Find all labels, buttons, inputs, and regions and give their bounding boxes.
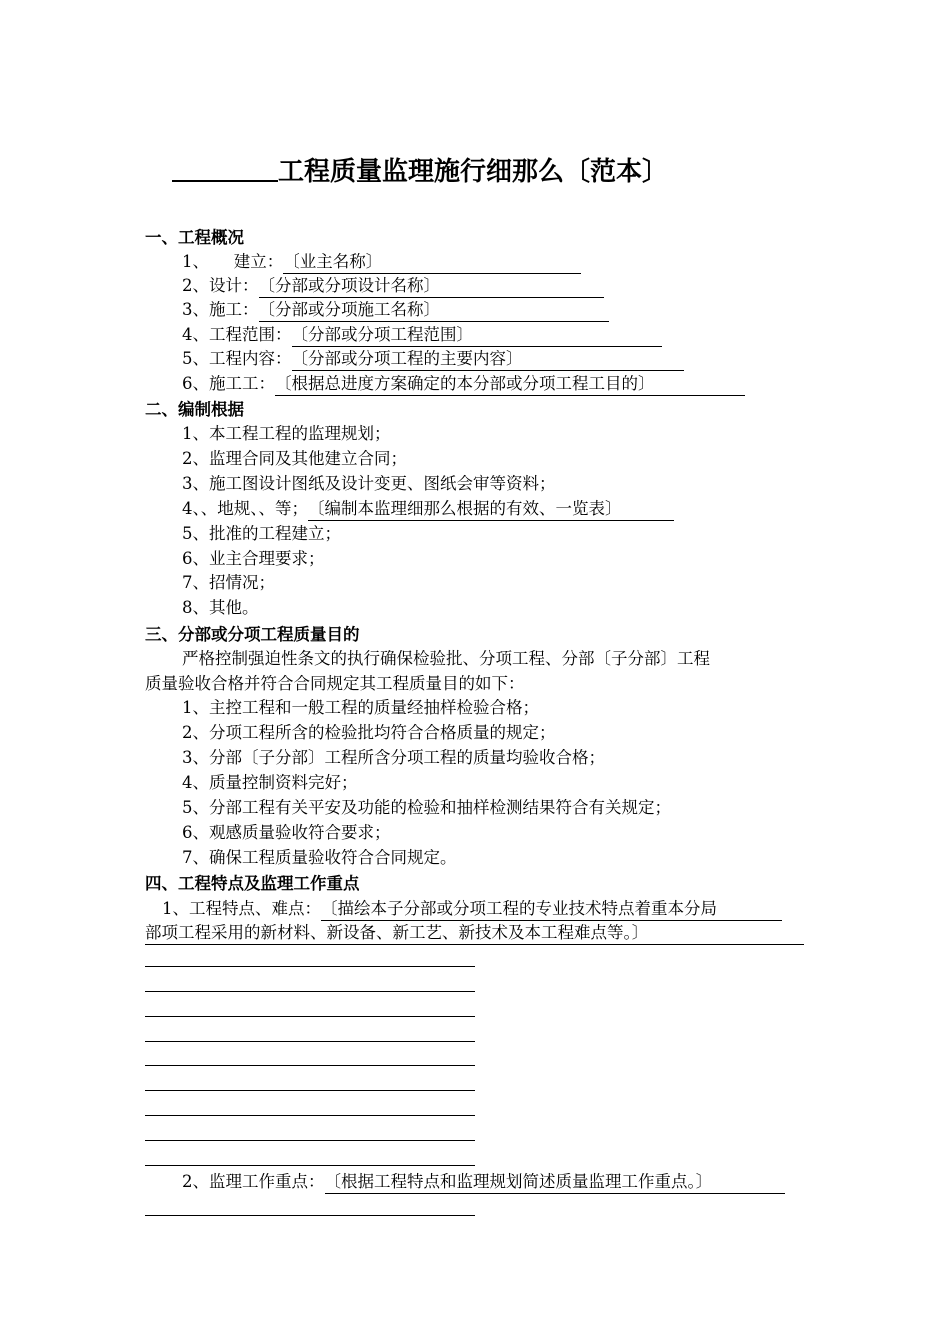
s2-item-5: 5、批准的工程建立； xyxy=(182,524,341,543)
s2-item-8: 8、其他。 xyxy=(182,598,259,617)
s3-item-5: 5、分部工程有关平安及功能的检验和抽样检测结果符合有关规定； xyxy=(182,798,671,817)
s1-item-1-label: 1、 建立： xyxy=(182,252,284,271)
s4-item-1-value-line-1[interactable]: 〔描绘本子分部或分项工程的专业技术特点着重本分局 xyxy=(321,898,782,921)
s1-item-2 xyxy=(182,274,604,298)
s2-item-6: 6、业主合理要求； xyxy=(182,549,325,568)
section-2-heading: 二、编制根据 xyxy=(145,400,244,419)
s4-item-1-continued xyxy=(145,921,804,945)
s1-item-3-label: 3、施工： xyxy=(182,300,259,319)
title-text: 工程质量监理施行细那么〔范本〕 xyxy=(278,157,669,187)
s1-item-5-label: 5、工程内容： xyxy=(182,349,292,368)
s4-item-1 xyxy=(162,897,782,921)
section-3-heading: 三、分部或分项工程质量目的 xyxy=(145,625,360,644)
blank-line[interactable] xyxy=(145,1215,475,1216)
s2-item-4 xyxy=(182,497,674,521)
s1-item-1-value[interactable]: 〔业主名称〕 xyxy=(283,251,581,274)
section-1-heading: 一、工程概况 xyxy=(145,228,244,247)
s1-item-6-value[interactable]: 〔根据总进度方案确定的本分部或分项工程工目的〕 xyxy=(275,373,745,396)
blank-line[interactable] xyxy=(145,991,475,992)
blank-line[interactable] xyxy=(145,1041,475,1042)
blank-line[interactable] xyxy=(145,966,475,967)
s2-item-1: 1、本工程工程的监理规划； xyxy=(182,424,391,443)
s4-item-2-label: 2、监理工作重点： xyxy=(182,1172,325,1191)
blank-line[interactable] xyxy=(145,1090,475,1091)
document-title xyxy=(172,152,792,192)
s4-item-1-label: 1、工程特点、难点： xyxy=(162,899,321,918)
s1-item-1 xyxy=(182,250,581,274)
s3-item-4: 4、质量控制资料完好； xyxy=(182,773,358,792)
s1-item-5 xyxy=(182,347,684,371)
title-blank[interactable] xyxy=(172,152,278,182)
s2-item-7: 7、招情况； xyxy=(182,573,275,592)
s4-item-2 xyxy=(182,1170,785,1194)
s4-item-1-value-line-2[interactable]: 部项工程采用的新材料、新设备、新工艺、新技术及本工程难点等。〕 xyxy=(145,922,804,945)
s1-item-4-value[interactable]: 〔分部或分项工程范围〕 xyxy=(292,324,662,347)
s1-item-3 xyxy=(182,298,609,322)
s1-item-2-label: 2、设计： xyxy=(182,276,259,295)
s1-item-6 xyxy=(182,372,745,396)
section-4-heading: 四、工程特点及监理工作重点 xyxy=(145,874,360,893)
s1-item-4-label: 4、工程范围： xyxy=(182,325,292,344)
s2-item-4-value[interactable]: 〔编制本监理细那么根据的有效、一览表〕 xyxy=(308,498,674,521)
s3-item-6: 6、观感质量验收符合要求； xyxy=(182,823,391,842)
s2-item-3: 3、施工图设计图纸及设计变更、图纸会审等资料； xyxy=(182,474,556,493)
blank-line[interactable] xyxy=(145,1016,475,1017)
s2-item-4-label: 4、、地规、、等； xyxy=(182,499,308,518)
s3-paragraph-line-2: 质量验收合格并符合合同规定其工程质量目的如下： xyxy=(145,674,525,693)
s3-item-2: 2、分项工程所含的检验批均符合合格质量的规定； xyxy=(182,723,556,742)
s1-item-2-value[interactable]: 〔分部或分项设计名称〕 xyxy=(259,275,604,298)
s1-item-4 xyxy=(182,323,662,347)
s1-item-6-label: 6、施工工： xyxy=(182,374,275,393)
s4-item-2-value[interactable]: 〔根据工程特点和监理规划简述质量监理工作重点。〕 xyxy=(325,1171,785,1194)
blank-line[interactable] xyxy=(145,1065,475,1066)
blank-line[interactable] xyxy=(145,1140,475,1141)
blank-line[interactable] xyxy=(145,1115,475,1116)
s3-item-1: 1、主控工程和一般工程的质量经抽样检验合格； xyxy=(182,698,539,717)
blank-line[interactable] xyxy=(145,1165,475,1166)
s1-item-3-value[interactable]: 〔分部或分项施工名称〕 xyxy=(259,299,609,322)
s3-paragraph-line-1: 严格控制强迫性条文的执行确保检验批、分项工程、分部〔子分部〕工程 xyxy=(182,649,710,668)
s2-item-2: 2、监理合同及其他建立合同； xyxy=(182,449,407,468)
s1-item-5-value[interactable]: 〔分部或分项工程的主要内容〕 xyxy=(292,348,684,371)
s3-item-3: 3、分部〔子分部〕工程所含分项工程的质量均验收合格； xyxy=(182,748,605,767)
s3-item-7: 7、确保工程质量验收符合合同规定。 xyxy=(182,848,457,867)
